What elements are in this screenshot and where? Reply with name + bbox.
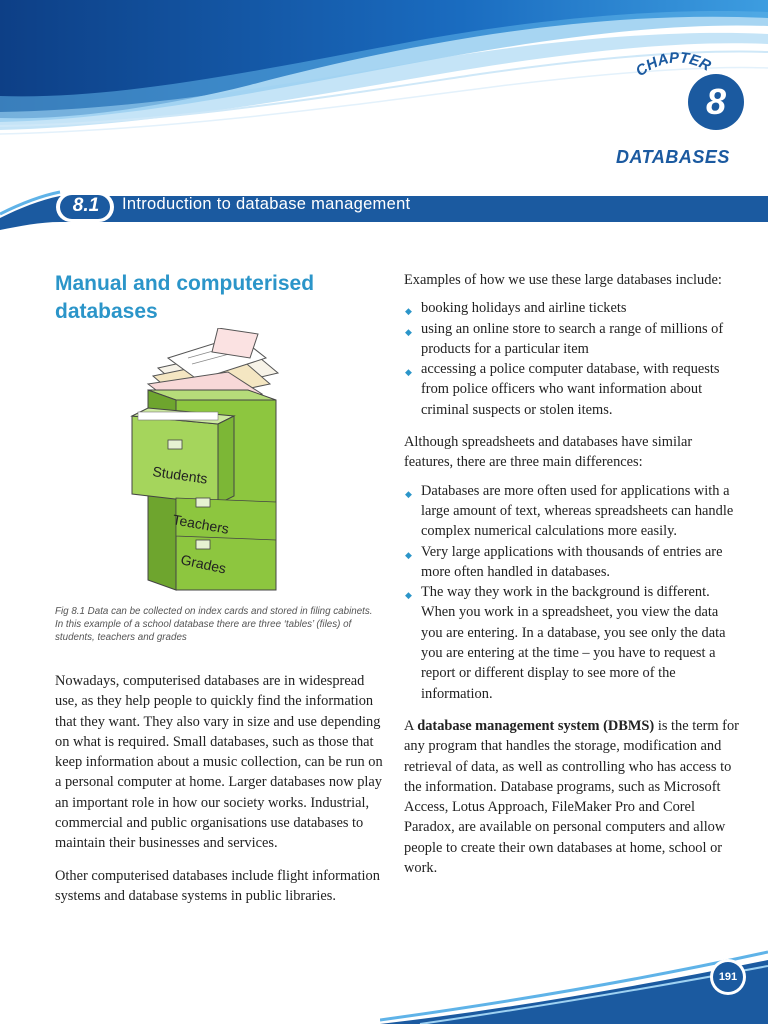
dbms-term: database management system (DBMS) xyxy=(417,717,655,734)
heading-line-1: Manual and computerised xyxy=(55,272,315,295)
list-item xyxy=(404,582,740,704)
bullet-diamond-icon: ◆ xyxy=(405,327,412,338)
bullet-diamond-icon: ◆ xyxy=(405,550,412,561)
left-column-body xyxy=(55,671,385,906)
drawer-label-teachers: Teachers xyxy=(171,511,231,537)
section-heading xyxy=(55,270,355,326)
page-number: 191 xyxy=(718,971,738,983)
list-item-text: Very large applications with thousands of entries are more often handled in databases. xyxy=(421,543,723,580)
list-item xyxy=(404,319,740,360)
chapter-label-arc xyxy=(626,50,726,80)
drawer-handle-icon xyxy=(196,540,210,549)
list-item-text: accessing a police computer database, with requests from police officers who want information about criminal suspects or stolen items. xyxy=(421,361,720,418)
dbms-definition: is the term for any program that handles the storage, modification and retrieval of data, as well as controlling who has access to the information. Database programs, such as Microsoft Access, Lotus Approach, FileMaker Pro and Corel Paradox, are available on personal computers and allow people to create their own databases at home, school or work. xyxy=(404,717,739,877)
body-paragraph: Other computerised databases include flight information systems and database systems in public libraries. xyxy=(55,867,380,904)
footer-wave xyxy=(380,940,768,1024)
svg-text:CHAPTER: CHAPTER xyxy=(632,50,714,80)
section-number: 8.1 xyxy=(72,195,100,216)
bullet-diamond-icon: ◆ xyxy=(405,591,412,602)
list-item xyxy=(404,481,740,542)
list-item-text: using an online store to search a range of millions of products for a particular item xyxy=(421,320,724,357)
differences-list xyxy=(404,481,740,704)
list-item xyxy=(404,542,740,583)
bullet-diamond-icon: ◆ xyxy=(405,307,412,318)
section-title: Introduction to database management xyxy=(122,195,411,213)
heading-line-2: databases xyxy=(55,300,158,323)
list-item-text: booking holidays and airline tickets xyxy=(421,300,627,317)
figure-caption: Fig 8.1 Data can be collected on index cards and stored in filing cabinets. In this example of a school database there are three ‘tables’ (files) of students, teachers and grades xyxy=(55,606,373,643)
list-item-text: The way they work in the background is different. When you work in a spreadsheet, you view the data you are entering. In a database, you see only the data you are entering at the time – you have to request a report or different display to see more of the information. xyxy=(421,584,726,702)
bullet-diamond-icon: ◆ xyxy=(405,489,412,500)
list-item xyxy=(404,298,740,318)
dbms-prefix: A xyxy=(404,717,418,734)
chapter-title: DATABASES xyxy=(616,147,730,167)
chapter-number: 8 xyxy=(705,81,727,122)
right-column-body xyxy=(404,270,740,878)
bullet-diamond-icon: ◆ xyxy=(405,368,412,379)
examples-list xyxy=(404,298,740,420)
drawer-label-students: Students xyxy=(151,463,209,487)
dbms-paragraph xyxy=(404,716,740,878)
list-item-text: Databases are more often used for applications with a large amount of text, whereas spreadsheets can handle complex numerical calculations more easily. xyxy=(421,482,734,540)
list-item xyxy=(404,359,740,420)
filing-cabinet-illustration xyxy=(128,328,288,593)
examples-intro: Examples of how we use these large databases include: xyxy=(404,272,722,288)
drawer-label-grades: Grades xyxy=(179,551,228,577)
differences-intro: Although spreadsheets and databases have similar features, there are three main differences: xyxy=(404,434,693,471)
drawer-handle-icon xyxy=(168,440,182,449)
body-paragraph: Nowadays, computerised databases are in widespread use, as they help people to quickly find the information that they want. They also vary in size and use depending on what is required. Small databases, such as those that keep information about a music collection, can be run on a personal computer at home. Larger databases now play an important role in how our society works. Industrial, commercial and public organisations use databases to maintain their businesses and services. xyxy=(55,673,383,852)
drawer-handle-icon xyxy=(196,498,210,507)
